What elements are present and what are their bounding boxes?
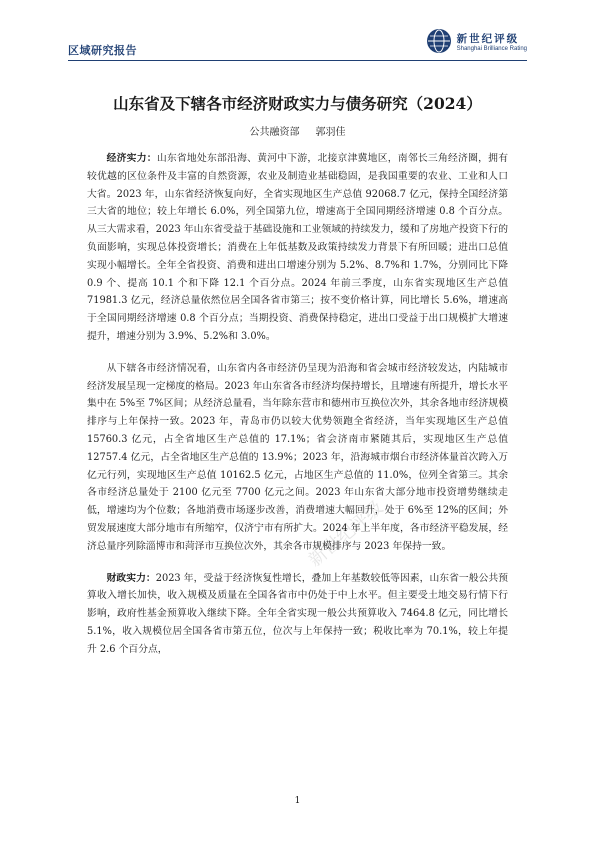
paragraph-economic-strength [87, 150, 508, 346]
page-number: 1 [294, 796, 301, 806]
byline [0, 123, 595, 138]
company-logo [426, 24, 527, 58]
paragraph-lead: 经济实力： [106, 153, 157, 164]
logo-english-name: Shanghai Brilliance Rating [456, 45, 527, 52]
globe-logo-icon [426, 28, 452, 54]
paragraph-text: 山东省地处东部沿海、黄河中下游，北接京津冀地区，南邻长三角经济圈，拥有较优越的区位条件及丰富的自然资源，农业及制造业基础稳固，是我国重要的农业、工业和人口大省。2023 年，山东省经济恢复向好，全省实现地区生产总值 92068.7 亿元，保持全国经济第三大省的地位；较上年增长 6.0%，列全国第九位，增速高于全国同期经济增速 0.8 个百分点。从三大需求看，2023 年山东省受益于基础设施和工业领域的持续发力，缓和了房地产投资下行的负面影响，实现总体投资增长；消费在上年低基数及政策持续发力背景下有所回暖；进出口总值实现小幅增长。全年全省投资、消费和进出口增速分别为 5.2%、8.7%和 1.7%，分别同比下降 0.9 个、提高 10.1 个和下降 12.1 个百分点。2024 年前三季度，山东省实现地区生产总值 71981.3 亿元，经济总量依然位居全国各省市第三；按不变价格计算，同比增长 5.6%，增速高于全国同期经济增速 0.8 个百分点；当期投资、消费保持稳定，进出口受益于出口规模扩大增速提升，增速分别为 3.9%、5.2%和 3.0%。 [87, 153, 509, 342]
report-type-label: 区域研究报告 [68, 44, 137, 57]
paragraph-fiscal-strength [87, 570, 508, 659]
header-divider [68, 60, 527, 61]
paragraph-lead: 财政实力： [106, 572, 156, 584]
author-name: 郭羽佳 [315, 127, 346, 138]
page-header [68, 26, 527, 60]
paragraph-text: 2023 年，受益于经济恢复性增长，叠加上年基数较低等因素，山东省一般公共预算收入增长加快，收入规模及质量在全国各省市中仍处于中上水平。但主要受土地交易行情下行影响，政府性基金预算收入继续下降。全年全省实现一般公共预算收入 7464.8 亿元，同比增长 5.1%，收入规模位居全国各省市第五位，位次与上年保持一致；税收比率为 70.1%，较上年提升 2.6 个百分点， [87, 572, 509, 655]
department-name: 公共融资部 [249, 127, 300, 138]
watermark: 新世纪评级 [304, 497, 388, 572]
document-title: 山东省及下辖各市经济财政实力与债务研究（2024） [113, 94, 482, 113]
document-body [87, 150, 508, 673]
logo-chinese-name: 新世纪评级 [456, 32, 520, 45]
paragraph-text: 从下辖各市经济情况看，山东省内各市经济仍呈现为沿海和省会城市经济较发达，内陆城市经济发展呈现一定梯度的格局。2023 年山东省各市经济均保持增长，且增速有所提升，增长水平集中在 5%至 7%区间；从经济总量看，当年除东营市和德州市互换位次外，其余各地市经济规模排序与上年保持一致。2023 年，青岛市仍以较大优势领跑全省经济，当年实现地区生产总值 15760.3 亿元，占全省地区生产总值的 17.1%；省会济南市紧随其后，实现地区生产总值 12757.4 亿元，占全省地区生产总值的 13.9%；2023 年，沿海城市烟台市经济体量首次跨入万亿元行列，实现地区生产总值 10162.5 亿元，占地区生产总值的 11.0%，位列全省第三。其余各市经济总量处于 2100 亿元至 7700 亿元之间。2023 年山东省大部分地市投资增势继续走低，增速均为个位数；各地消费市场逐步改善，消费增速大幅回升，处于 6%至 12%的区间；外贸发展速度大部分地市有所缩窄，仅济宁市有所扩大。2024 年上半年度，各市经济平稳发展，经济总量序列除淄博市和菏泽市互换位次外，其余各市规模排序与 2023 年保持一致。 [87, 362, 508, 552]
paragraph-city-economy [87, 360, 508, 556]
